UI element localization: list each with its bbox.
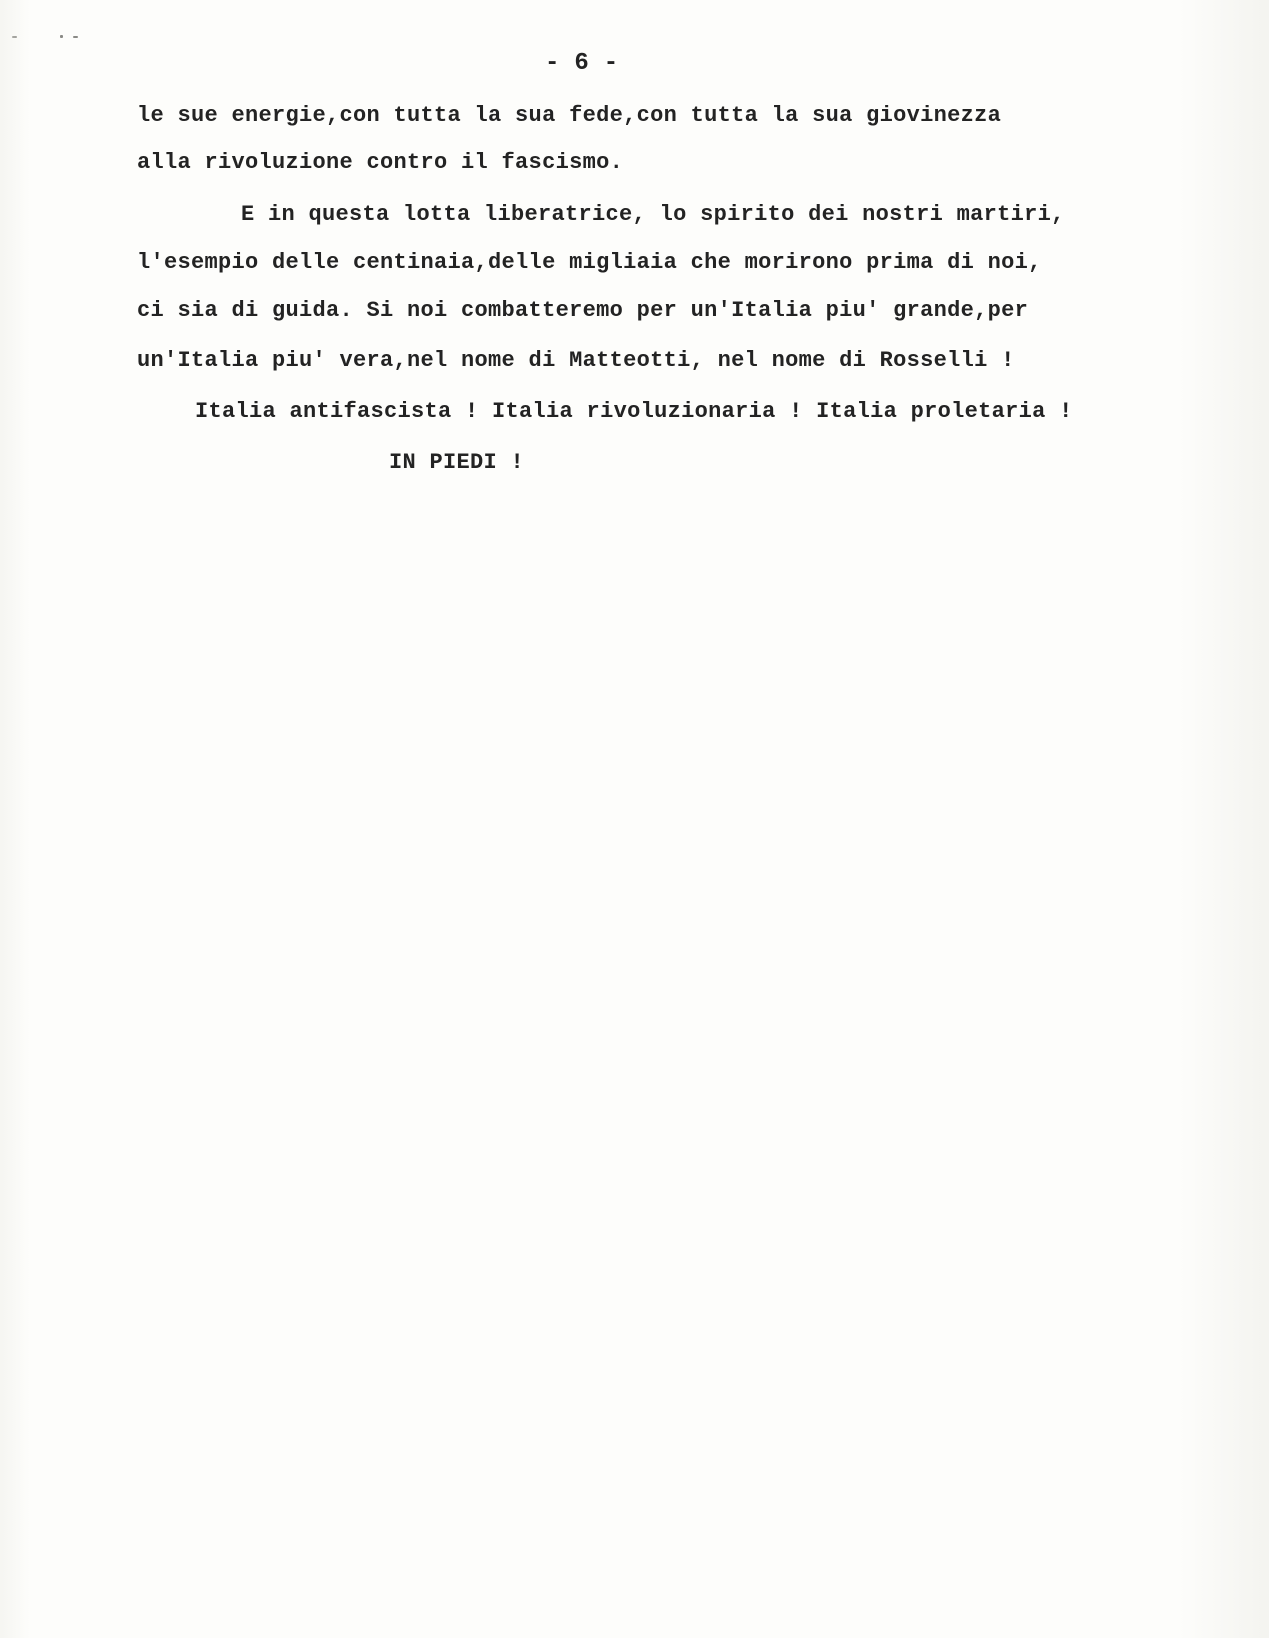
stray-mark xyxy=(60,35,63,38)
closing-exclamation: IN PIEDI ! xyxy=(389,450,525,475)
closing-slogan: Italia antifascista ! Italia rivoluzionaria ! Italia proletaria ! xyxy=(195,399,1073,424)
stray-mark xyxy=(73,36,78,38)
text-line: ci sia di guida. Si noi combatteremo per un'Italia piu' grande,per xyxy=(137,298,1029,323)
text-line: alla rivoluzione contro il fascismo. xyxy=(137,150,624,175)
page-number: - 6 - xyxy=(545,50,619,77)
text-line: l'esempio delle centinaia,delle migliaia che morirono prima di noi, xyxy=(137,250,1042,275)
text-line: le sue energie,con tutta la sua fede,con tutta la sua giovinezza xyxy=(137,103,1002,128)
text-line: un'Italia piu' vera,nel nome di Matteotti, nel nome di Rosselli ! xyxy=(137,348,1015,373)
text-line: E in questa lotta liberatrice, lo spirito dei nostri martiri, xyxy=(241,202,1065,227)
stray-mark xyxy=(12,36,17,38)
